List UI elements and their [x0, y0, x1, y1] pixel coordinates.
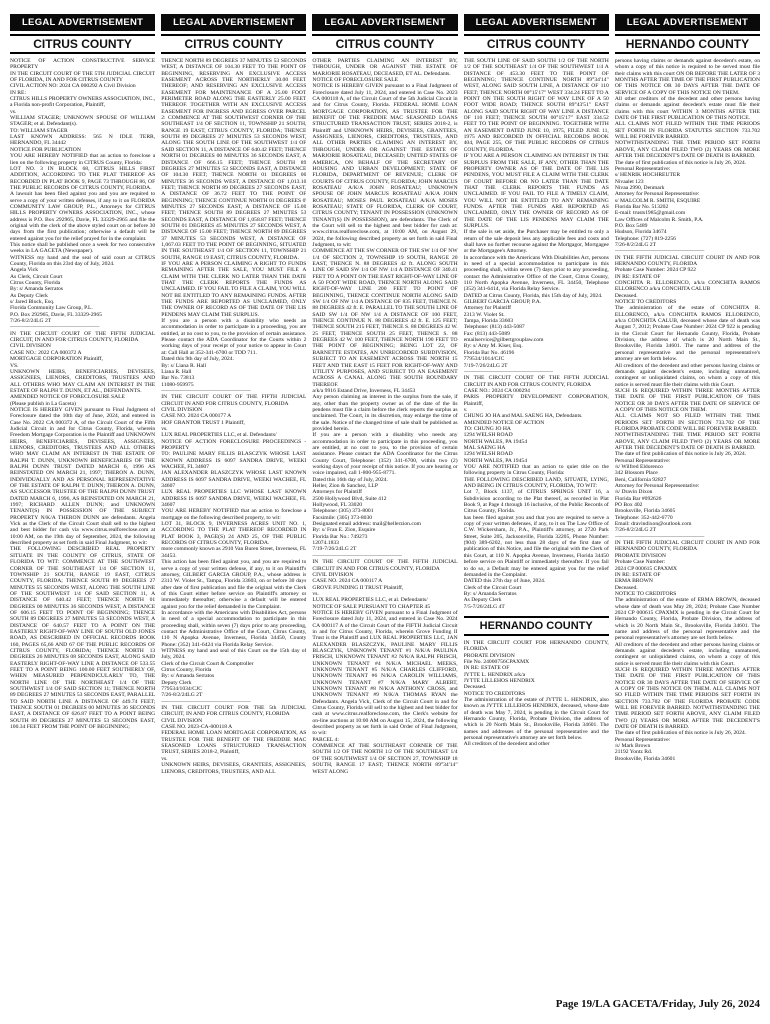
column-2 — [161, 14, 306, 992]
legal-notice-text-hernando: IN THE CIRCUIT COURT FOR HERNANDO COUNTY, FLORIDA PROBATE DIVISION File No. 24000756CPAXMX IN RE: ESTATE OF JYTTE L. HENDRIX a/k/a JYTTE LILLEHOS HENDRIX Deceased. NOTICE TO CREDITORS The administration of the estate of JYTTE L. HENDRIX, also known as JYTTE LILLEHOS HENDRIX, deceased, whose date of death was May 7, 2024, is pending in the Circuit Court for Hernando County, Florida, Probate Division, the address of which is 20 North Main St., Brooksville, Florida 34601. The names and addresses of the personal representative and the personal representative's attorney are set forth below. All creditors of the decedent and other — [463, 639, 609, 748]
county-title: CITRUS COUNTY — [161, 34, 306, 54]
county-title: CITRUS COUNTY — [312, 34, 457, 54]
column-5 — [615, 14, 760, 992]
column-4-content — [464, 58, 609, 992]
legal-notice-text: NOTICE OF ACTION CONSTRUCTIVE SERVICE PROPERTY IN THE CIRCUIT COURT OF THE 5TH JUDICIAL CIRCUIT OF FLORIDA, IN AND FOR CITRUS COUNTY CIVIL ACTION NO: 2024 CA 000292 A Civil Division IN RE: CITRUS HILLS PROPERTY OWNERS ASSOCIATION, INC., a Florida non-profit Corporation, Plaintiff, vs. WILLIAM STAGER; UNKNOWN SPOUSE OF WILLIAM STAGER; et al. Defendant(s). TO: WILLIAM STAGER LAST KNOWN ADDRESS: 565 N IDLE TERR, HERNANDO, FL 34442 NOTICE FOR PUBLICATION YOU ARE HEREBY NOTIFIED that an action to foreclose a lien on the following property in CITRUS County, Florida: LOT NO. 3 IN BLOCK 68, CITRUS HILLS FIRST ADDITION, ACCORDING TO THE PLAT THEREOF AS RECORDED IN PLAT BOOK 9, PAGE 73 THROUGH 86, OF THE PUBLIC RECORDS OF CITRUS COUNTY, FLORIDA. A lawsuit has been filed against you and you are required to serve a copy of your written defenses, if any to it on FLORIDA COMMUNITY LAW GROUP, P.L., Attorneys for CITRUS HILLS PROPERTY OWNERS ASSOCIATION, INC., whose address is P.O. Box 292965, Davie, FL 33329-2965 and file the original with the clerk of the above styled court on or before 30 days from the first publication; otherwise a default will be entered against you for the relief prayed for in the complaint. This notice shall be published once a week for two consecutive weeks in LA GACETA (Newspaper). WITNESS my hand and the seal of said court at CITRUS County, Florida on this 23rd day of July, 2024. Angela Vick As Clerk, Circuit Court Citrus County, Florida By: s/ Amanda Serratos As Deputy Clerk s/ Jared Block, Esq. Florida Community Law Group, P.L. P.O. Box 292965, Davie, FL 33329-2965 7/26-8/2/24LG 2T ———————————————— IN THE CIRCUIT COURT OF THE FIFTH JUDICIAL CIRCUIT, IN AND FOR CITRUS COUNTY, FLORIDA CIVIL DIVISION CASE NO.: 2022 CA 000372 A MORTGAGE CORPORATION Plaintiff, VS. UNKNOWN HEIRS, BENEFICIARIES, DEVISEES, ASSIGNEES, LIENORS, CREDITORS, TRUSTEES AND ALL OTHERS WHO MAY CLAIM AN INTEREST IN THE ESTATE OF RALPH T. DUNN, ET AL., DEFENDANTS. AMENDED NOTICE OF FORECLOSURE SALE (Please publish in La Gaceta) NOTICE IS HEREBY GIVEN pursuant to Final Judgment of Foreclosure dated the 10th day of June, 2024, and entered in Case No. 2022 CA 000372 A, of the Circuit Court of the Fifth Judicial Circuit in and for Citrus County, Florida, wherein Freedom Mortgage Corporation is the Plaintiff and UNKNOWN HEIRS, BENEFICIARIES, DEVISEES, ASSIGNEES, LIENORS, CREDITORS, TRUSTEES AND ALL OTHERS WHO MAY CLAIM AN INTEREST IN THE ESTATE OF RALPH T. DUNN, UNKNOWN BENEFICIARIES OF THE RALPH DUNN TRUST DATED MARCH 6, 1996 AS REINSTATED ON MARCH 21, 1997; THERON A. DUNN, INDIVIDUALLY AND AS PERSONAL REPRESENTATIVE OF THE ESTATE OF RALPH T. DUNN; THERON A. DUNN, AS SUCCESSOR TRUSTEE OF THE RALPH DUNN TRUST DATED MARCH 6, 1996, AS REINSTATED ON MARCH 21, 1997; RICHARD ALLEN DUNN; and UNKNOWN TENANT(S) IN POSSESSION OF THE SUBJECT PROPERTY N/K/A THERON DUNN are defendants. Angela Vick as the Clerk of the Circuit Court shall sell to the highest and best bidder for cash via www.citrus.realforeclose.com at 10:00 AM, on the 19th day of September, 2024, the following described property as set forth in said Final Judgment, to wit: THE FOLLOWING DESCRIBED REAL PROPERTY SITUATE IN THE COUNTY OF CITRUS, STATE OF FLORIDA TO WIT: COMMENCE AT THE SOUTHWEST CORNER OF THE SOUTHEAST 1/4 OF SECTION 11, TOWNSHIP 21 SOUTH, RANGE 19 EAST, CITRUS COUNTY, FLORIDA; THENCE SOUTH 89 DEGREES 27 MINUTES 55 SECONDS WEST, ALONG THE SOUTH LINE OF THE SOUTHWEST 1/4 OF SAID SECTION 11, A DISTANCE OF 640.42 FEET; THENCE NORTH 01 DEGREES 00 MINUTES 36 SECONDS WEST, A DISTANCE OF 606.15 FEET TO POINT OF BEGINNING; THENCE SOUTH 89 DEGREES 27 MINUTES 53 SECONDS WEST, A DISTANCE OF 640.57 FEET TO A POINT ON THE EASTERLY RIGHT-OF-WAY LINE OF SOUTH OLD JONES ROAD, AS DESCRIBED IN OFFICIAL RECORDS BOOK 160, PAGES 65,66 AND 67 OF THE PUBLIC RECORDS OF CITRUS COUNTY, FLORIDA; THENCE NORTH 13 DEGREES 26 MINUTES 08 SECONDS EAST, ALONG SAID EASTERLY RIGHT-OF-WAY LINE A DISTANCE OF 533.55 FEET TO A POINT BEING 100.00 FEET SOUTHERLY OF, WHEN MEASURED PERPENDICULARLY TO, THE NORTH LINE OF THE NORTHEAST 1/4 OF THE SOUTHWEST 1/4 OF SAID SECTION 11; THENCE NORTH 89 DEGREES 27 MINUTES 53 SECONDS EAST, PARALLEL TO SAID NORTH LINE A DISTANCE OF 449.74 FEET; THENCE SOUTH 01 DEGREES 00 MINUTES 36 SECONDS EAST, A DISTANCE OF 626.87 FEET TO A POINT BEING SOUTH 89 DEGREES 27 MINUTES 53 SECONDS EAST, 100.34 FEET FROM THE POINT OF BEGINNING; — [10, 58, 156, 731]
column-header: LEGAL ADVERTISEMENT — [312, 14, 457, 31]
county-title: CITRUS COUNTY — [464, 34, 609, 54]
column-header: LEGAL ADVERTISEMENT — [464, 14, 609, 31]
page-footer: Page 19/LA GACETA/Friday, July 26, 2024 — [555, 998, 760, 1010]
legal-notice-text: OTHER PARTIES CLAIMING AN INTEREST BY, THROUGH, UNDER OR AGAINST THE ESTATE OF MARJORIE ROSATEAU, DECEASED, ET AL. Defendants. NOTICE OF FORECLOSURE SALE NOTICE IS HEREBY GIVEN pursuant to a Final Judgment of Foreclosure dated July 11, 2024, and entered in Case No. 2023 CA 000118 A, of the Circuit Court of the 5th Judicial Circuit in and for Citrus County, Florida. FEDERAL HOME LOAN MORTGAGE CORPORATION, AS TRUSTEE FOR THE BENEFIT OF THE FREDDIE MAC SEASONED LOANS STRUCTURED TRANSACTION TRUST, SERIES 2018-2, is Plaintiff and UNKNOWN HEIRS, DEVISEES, GRANTEES, ASSIGNEES, LIENORS, CREDITORS, TRUSTEES, AND ALL OTHER PARTIES CLAIMING AN INTEREST BY, THROUGH, UNDER OR AGAINST THE ESTATE OF MARJORIE ROSATEAU, DECEASED; UNITED STATES OF AMERICA, ON BEHALF OF THE SECRETARY OF HOUSING AND URBAN DEVELOPMENT; STATE OF FLORIDA, DEPARTMENT OF REVENUE; CLERK OF COURTS OF CITRUS COUNTY, FLORIDA; JOHN MARCUS ROSATEAU A/K/A JOHN ROSATEAU; UNKNOWN SPOUSE OF JOHN MARCUS ROSATEAU A/K/A JOHN ROSATEAU; MOSES PAUL ROSATEAU A/K/A MOSES ROSATEAU; STATE OF FLORIDA, CLERK OF COURT, CITRUS COUNTY; TENANT IN POSSESSION (UNKNOWN TENANT(S) IN POSSESSION), are defendants. The Clerk of the Court will sell to the highest and best bidder for cash at: www.citrus.realforeclose.com, at 10:00 AM, on August 29, 2024, the following described property as set forth in said Final Judgment, to wit: COMMENCE AT THE SW CORNER OF THE SW 1/4 OF NW 1/4 OF SECTION 2, TOWNSHIP 19 SOUTH, RANGE 20 EAST, THENCE N. 88 DEGREES 42 ft. ALONG SOUTH LINE OF SAID SW 1/4 OF NW 1/4 A DISTANCE OF 340.41 FEET TO A POINT ON THE EAST RIGHT-OF-WAY LINE OF A 50 FOOT WIDE ROAD, THENCE NORTH ALONG SAID RIGHT-OF-WAY LINE 200 FEET TO POINT OF BEGINNING, THENCE CONTINUE NORTH ALONG SAID SW 1/4 OF NW 1/4 A DISTANCE OF 835 FEET, THENCE N. 88 DEGREES 42 ft. E. PARALLEL TO THE SOUTH LINE OF SAID SW 1/4 OF NW 1/4 A DISTANCE OF 100 FEET, THENCE CONTINUE N. 88 DEGREES 42 ft. E. 125 FEET; THENCE SOUTH 215 FEET, THENCE S. 88 DEGREES 42 W. 25 FEET, THENCE SOUTH 25 FEET, THENCE S. 88 DEGREES 42 W. 100 FEET, THENCE NORTH 190 FEET TO THE POINT OF BEGINNING; BEING LOT 22, OF BARNETTE ESTATES, AN UNRECORDED SUBDIVISION, SUBJECT TO AN EASEMENT ACROSS THE NORTH 15 FEET AND THE EAST 15 FEET FOR RIGHT-OF-WAY AND UTILITY PURPOSES, AND SUBJECT TO AN EASEMENT ACROSS A CANAL ALONG THE SOUTH BOUNDARY THEREOF. a/k/a 9916 Estand Drive, Inverness, FL 34453 Any person claiming an interest in the surplus from the sale, if any, other than the property owner as of the date of the lis pendens must file a claim before the clerk reports the surplus as unclaimed. The Court, in its discretion, may enlarge the time of the sale. Notice of the changed time of sale shall be published as provided herein. If you are a person with a disability who needs any accommodation in order to participate in this proceeding, you are entitled, at no cost to you, to the provision of certain assistance. Please contact the ADA Coordinator for the Citrus County Court, Telephone: (352) 341-6700, within two (2) working days of your receipt of this notice. If you are hearing or voice impaired, call 1-800-955-8771. Dated this 16th day of July, 2024. Heller, Zion & Sanchez, LLP Attorneys for Plaintiff 2500 Hollywood Blvd, Suite 412 Hollywood, FL 33020 Telephone: (305) 373-8001 Facsimile: (305) 373-8030 Designated email address: mail@hellerzion.com By: s/ Fran E. Zion, Esquire Florida Bar No.: 749273 12074.1833 7/19-7/26/24LG 2T ———————————————— IN THE CIRCUIT COURT OF THE FIFTH JUDICIAL CIRCUIT IN AND FOR CITRUS COUNTY, FLORIDA CIVIL DIVISION CASE NO. 2024 CA 000117 A GROVE FUNDING II TRUST Plaintiff, vs. LUX REAL PROPERTIES LLC, et al. Defendants/ NOTICE OF SALE PURSUANT TO CHAPTER 45 NOTICE IS HEREBY GIVEN pursuant to a Final Judgment of Foreclosure dated July 11, 2024, and entered in Case No. 2024 CA 000117 A of the Circuit Court of the FIFTH Judicial Circuit in and for Citrus County, Florida, wherein Grove Funding II Trust is the Plaintiff and LUX REAL PROPERTIES LLC, JAN ALEXANDER BLASZCZYK, PAULINE MARY FILLIS BLASCZYK, UNKNOWN TENANT #1 N/K/A PAULINA FRISCH, UNKNOWN TENANT #2 N/K/A RALPH FRISCH, UNKNOWN TENANT #4 N/K/A MICHAEL MEEKS, UNKNOWN TENANT #5 N/K/A CHARLES CLIFFORD, UNKNOWN TENANT #6 N/K/A CAROLIN WILLIAMS, UNKNOWN TENANT #7 N/K/A MARY ALBERT, UNKNOWN TENANT #8 N/K/A ANTHONY CROSS, and UNKNOWN TENANT #9 N/K/A THOMAS RYAN the Defendants. Angela Vick, Clerk of the Circuit Court in and for Citrus County, Florida will sell to the highest and best bidder for cash at www.citrus.realforeclose.com, the Clerk's website for on-line auctions at 10:00 AM on August 15, 2024, the following described property as set forth in said Order of Final Judgment, to wit: PARCEL 4: COMMENCE AT THE SOUTHEAST CORNER OF THE SOUTH 1/2 OF THE NORTH 1/2 OF THE SOUTHEAST 1/4 OF THE SOUTHWEST 1/4 OF SECTION 27, TOWNSHIP 18 SOUTH, RANGE 17 EAST; THENCE NORTH 89°34'14" WEST ALONG — [312, 58, 458, 775]
county-title: CITRUS COUNTY — [10, 34, 155, 54]
county-title: HERNANDO COUNTY — [615, 34, 760, 54]
legal-notice-text: persons having claims or demands against decedent's estate, on whom a copy of this notice is required to be served must file their claims with this court ON OR BEFORE THE LATER OF 3 MONTHS AFTER THE TIME OF THE FIRST PUBLICATION OF THIS NOTICE OR 30 DAYS AFTER THE DATE OF SERVICE OF A COPY OF THIS NOTICE ON THEM. All other creditors of the decedent and other persons having claims or demands against decedent's estate must file their claims with this court WITHIN 3 MONTHS AFTER THE DATE OF THE FIRST PUBLICATION OF THIS NOTICE. ALL CLAIMS NOT FILED WITHIN THE TIME PERIODS SET FORTH IN FLORIDA STATUTES SECTION 733.702 WILL BE FOREVER BARRED. NOTWITHSTANDING THE TIME PERIOD SET FORTH ABOVE, ANY CLAIM FILED TWO (2) YEARS OR MORE AFTER THE DECEDENT'S DATE OF DEATH IS BARRED. The date of first publication of this notice is July 26, 2024. Personal Representative: s/ HENRIK HOCHREUTER Nivaalet 123 Nivaa 2990, Denmark Attorney for Personal Representative: s/ MALCOLM R. SMITH, ESQUIRE Florida Bar No. 513202 E-mail: trusts1985@gmail.com Law Offices of Malcolm R. Smith, P.A. P.O. Box 5489 Hudson, Florida 34674 Telephone: (727) 819-2256 7/26-8/2/24LG 2T ———————————————— IN THE FIFTH JUDICIAL CIRCUIT COURT IN AND FOR HERNANDO COUNTY, FLORIDA Probate Case Number: 2024 CP 922 IN RE: ESTATE OF CONCHITA R. ELLORENCO, a/k/a CONCHITA RAMOS ELLORENCO a/k/a CONCHITA CALUB Deceased. NOTICE TO CREDITORS The administration of the estate of CONCHITA R. ELLORENCO, a/k/a CONCHITA RAMOS ELLORENCO, a/k/a CONCHITA CALUB, deceased whose date of death was August 7, 2012; Probate Case Number: 2024 CP 922 is pending in the Circuit Court for Hernando County, Florida, Probate Division, the address of which is 20 North Main St., Brooksville, Florida 34601. The name and address of the personal representative and the personal representative's attorney are set forth below. All creditors of the decedent and other persons having claims or demands against decedent's estate, including unmatured, contingent or unliquidated claims, on whom a copy of this notice is served must file their claims with this Court. SUCH IS REQUIRED WITHIN THREE MONTHS AFTER THE DATE OF THE FIRST PUBLICATION OF THIS NOTICE OR 30 DAYS AFTER THE DATE OF SERVICE OF A COPY OF THIS NOTICE ON THEM. ALL CLAIMS NOT SO FILED WITHIN THE TIME PERIODS SET FORTH IN SECTION 733.702 OF THE FLORIDA PROBATE CODE WILL BE FOREVER BARRED. NOTWITHSTANDING THE TIME PERIOD SET FORTH ABOVE, ANY CLAIM FILED TWO (2) YEARS OR MORE AFTER THE DECEDENT'S DATE OF DEATH IS BARRED. The date of first publication of this notice is July 26, 2024. Personal Representative: /s/ Wilfred Eldorenco 342 Blossom Place Beni, California 92827 Attorney for Personal Representative: /s/ Dravin Dixon Florida Bar #092626 PO Box 402 Brooksville, Florida 34605 Telephone: 352-442-6770 Email: dravindixon@outlook.com 7/26-8/2/24LG 2T ———————————————— IN THE FIFTH JUDICIAL CIRCUIT COURT IN AND FOR HERNANDO COUNTY, FLORIDA PROBATE DIVISION Probate Case Number: 2024 CP 000615 CPAXMX IN RE: ESTATE OF ERMA BROWN Deceased. NOTICE TO CREDITORS The administration of the estate of ERMA BROWN, deceased whose date of death was May 28, 2024; Probate Case Number 2024 CP 000615 CPAXMX is pending in the Circuit Court for Hernando County, Florida, Probate Division, the address of which is 20 North Main St., Brooksville, Florida 34601. The name and address of the personal representative and the personal representative's attorney are set forth below. All creditors of the decedent and other persons having claims or demands against decedent's estate, including unmatured, contingent or unliquidated claims, on whom a copy of this notice is served must file their claims with this Court. SUCH IS REQUIRED WITHIN THREE MONTHS AFTER THE DATE OF THE FIRST PUBLICATION OF THIS NOTICE OR 30 DAYS AFTER THE DATE OF SERVICE OF A COPY OF THIS NOTICE ON THEM. ALL CLAIMS NOT SO FILED WITHIN THE TIME PERIODS SET FORTH IN SECTION 733.702 OF THE FLORIDA PROBATE CODE WILL BE FOREVER BARRED. NOTWITHSTANDING THE TIME PERIOD SET FORTH ABOVE, ANY CLAIM FILED TWO (2) YEARS OR MORE AFTER THE DECEDENT'S DATE OF DEATH IS BARRED. The date of first publication of this notice is July 26, 2024. Personal Representative: /s/ Mark Brown 21192 Yontz Rd. Brooksville, Florida 34601 — [614, 58, 761, 762]
newspaper-page — [10, 14, 760, 1010]
legal-notice-text: THE SOUTH LINE OF SAID SOUTH 1/2 OF THE NORTH 1/2 OF THE SOUTHEAST 1/4 OF THE SOUTHWEST 1/4 A DISTANCE OF 453.30 FEET TO THE POINT OF BEGINNING; THENCE CONTINUE NORTH 89°34'14" WEST, ALONG SAID SOUTH LINE, A DISTANCE OF 110 FEET; THENCE NORTH 00°15'17" WEST 334.24 FEET TO A POINT ON THE SOUTH RIGHT OF WAY LINE OF A 50 FOOT WIDE ROAD; THENCE SOUTH 89°43'51" EAST ALONG SAID SOUTH RIGHT OF WAY LINE A DISTANCE OF 110 FEET; THENCE SOUTH 00°15'17" EAST 334.52 FEET TO THE POINT OF BEGINNING. TOGETHER WITH AN EASEMENT DATED JUNE 10, 1975, FILED JUNE 11, 1975 AND RECORDED IN OFFICIAL RECORDS BOOK 404, PAGE 255, OF THE PUBLIC RECORDS OF CITRUS COUNTY, FLORIDA. IF YOU ARE A PERSON CLAIMING AN INTEREST IN THE SURPLUS FROM THE SALE, IF ANY, OTHER THAN THE PROPERTY OWNER AS OF THE DATE OF THE LIS PENDENS, YOU MUST FILE A CLAIM WITH THE CLERK OF COURT BEFORE OR NO LATER THAN THE DATE THAT THE CLERK REPORTS THE FUNDS AS UNCLAIMED. IF YOU FAIL TO FILE A TIMELY CLAIM, YOU WILL NOT BE ENTITLED TO ANY REMAINING FUNDS. AFTER THE FUNDS ARE REPORTED AS UNCLAIMED, ONLY THE OWNER OF RECORD AS OF THE DATE OF THE LIS PENDENS MAY CLAIM THE SURPLUS. If the sale is set aside, the Purchaser may be entitled to only a return of the sale deposit less any applicable fees and costs and shall have no further recourse against the Mortgagor, Mortgagee or the Mortgagee's Attorney. In accordance with the Americans With Disabilities Act, persons in need of a special accommodation to participate in this proceeding shall, within seven (7) days prior to any proceeding, contact the Administrative Office of the Court, Citrus County, 110 North Apopka Avenue, Inverness, FL 34450, Telephone (352) 341-6414, via Florida Relay Service. DATED at Citrus County, Florida, this 15th day of July, 2024. GILBERT GARCIA GROUP, P.A. Attorney for Plaintiff 2313 W. Violet St. Tampa, Florida 33603 Telephone: (813) 443-5087 Fax: (813) 443-5089 emailservice@gilbertgrouplaw.com By: s/ Amy M. Kiser, Esq. Florida Bar No. 46196 779534/1014/CJC 7/19-7/26/24LG 2T ———————————————— IN THE CIRCUIT COURT OF THE FIFTH JUDICIAL CIRCUIT IN AND FOR CITRUS COUNTY, FLORIDA CASE NO.: 2024 CA 000294 PARIS PROPERTY DEVELOPMENT CORPORATION, Plaintiff, v. CHUNG JO HA and MAL SAENG HA, Defendants. AMENDED NOTICE OF ACTION TO: CHUNG JO HA 1294 WELSH ROAD NORTH WALES, PA 19454 MAL SAENG HA 1294 WELSH ROAD NORTH WALES, PA 19454 YOU ARE NOTIFIED that an action to quiet title on the following property in Citrus County, Florida: THE FOLLOWING DESCRIBED LAND, SITUATE, LYING, AND BEING IN CITRUS COUNTY, FLORIDA, TO WIT: Lot 7, Block 1137, of CITRUS SPRINGS UNIT 16, a Subdivision according to the Plat thereof, as recorded in Plat Book 9, at Page 4 through 16 inclusive, of the Public Records of Citrus County, Florida. has been filed against you and that you are required to serve a copy of your written defenses, if any, to it on The Law Office of C.W. Wickersham, Jr., P.A., Plaintiff's attorney, at 2720 Park Street, Suite 205, Jacksonville, Florida 32205, Phone Number: (904) 389-6202, not less than 28 days of the first date of publication of this Notice, and file the original with the Clerk of this Court, at 110 N. Apopka Avenue, Inverness, Florida 34450 before service on Plaintiff or immediately thereafter. If you fail to do so, a Default may be entered against you for the relief demanded in the Complaint. DATED this 27th day of June, 2024. Clerk of the Circuit Court By: s/ Amanda Serratos As Deputy Clerk 7/5-7/26/24LG 4T — [463, 58, 609, 610]
hernando-county-banner: HERNANDO COUNTY — [464, 616, 609, 636]
column-4 — [464, 14, 609, 992]
column-header: LEGAL ADVERTISEMENT — [615, 14, 760, 31]
column-header: LEGAL ADVERTISEMENT — [161, 14, 306, 31]
column-3 — [312, 14, 457, 992]
column-1 — [10, 14, 155, 992]
legal-notice-text: THENCE NORTH 89 DEGREES 37 MINUTES 53 SECONDS WEST, A DISTANCE OF 104.30 FEET TO THE POINT OF BEGINNING, RESERVING AN EXCLUSIVE ACCESS EASEMENT ACROSS THE NORTHERLY 30.00 FEET THEREOF; AND RESERVING AN EXCLUSIVE ACCESS EASEMENT FOR MAINTENANCE OF A 25.00 FOOT PERIMETER ROAD ALONG THE EASTERLY 25.00 FEET THEREOF. TOGETHER WITH AN EXCLUSIVE ACCESS EASEMENT FOR INGRESS AND EGRESS OVER PARCEL 2: COMMENCE AT THE SOUTHWEST CORNER OF THE SOUTHEAST 1/4 OF SECTION 11, TOWNSHIP 21 SOUTH, RANGE 19 EAST, CITRUS COUNTY, FLORIDA; THENCE SOUTH 89 DEGREES 27 MINUTES 53 SECONDS WEST, ALONG THE SOUTH LINE OF THE SOUTHWEST 1/4 OF SAID SECTION 11, A DISTANCE OF 640.42 FEET; THENCE NORTH 01 DEGREES 00 MINUTES 36 SECONDS EAST, A DISTANCE OF 666.15 FEET; THENCE SOUTH 89 DEGREES 27 MINUTES 53 SECONDS EAST, A DISTANCE OF 104.30 FEET; THENCE NORTH 01 DEGREES 00 MINUTES 36 SECONDS WEST, A DISTANCE OF 1,013.10 FEET; THENCE NORTH 89 DEGREES 27 SECONDS EAST, A DISTANCE OF 36.72 FEET TO THE POINT OF BEGINNING; THENCE CONTINUE NORTH 01 DEGREES 0' MINUTES 27 SECONDS EAST, A DISTANCE OF 15.00 FEET; THENCE SOUTH 89 DEGREES 27 MINUTES 53 SECONDS EAST, A DISTANCE OF 1,058.87 FEET; THENCE SOUTH 01 DEGREES 45 MINUTES 27 SECONDS WEST, A DISTANCE OF 15.00 FEET; THENCE NORTH 89 DEGREES 37 MINUTES 53 SECONDS WEST, A DISTANCE OF 1,067.03 FEET TO THE POINT OF BEGINNING, SITUATED IN THE SOUTHEAST 1/4 OF SECTION 11, TOWNSHIP 21 SOUTH, RANGE 19 EAST, CITRUS COUNTY, FLORIDA. IF YOU ARE A PERSON CLAIMING A RIGHT TO FUNDS REMAINING AFTER THE SALE, YOU MUST FILE A CLAIM WITH THE CLERK NO LATER THAN THE DATE THAT THE CLERK REPORTS THE FUNDS AS UNCLAIMED. IF YOU FAIL TO FILE A CLAIM, YOU WILL NOT BE ENTITLED TO ANY REMAINING FUNDS. AFTER THE FUNDS ARE REPORTED AS UNCLAIMED, ONLY THE OWNER OF RECORD AS OF THE DATE OF THE LIS PENDENS MAY CLAIM THE SURPLUS. If you are a person with a disability who needs an accommodation in order to participate in a proceeding, you are entitled, at no cost to you, to the provision of certain assistance. Please contact the ADA Coordinator for the Courts within 2 working days of your receipt of your notice to appear in Court at: Call Hall at 352-341-6700 or TDD 711. Dated this 9th day of July, 2024. By: s/ Liana R. Hall Liana R. Hall Bar No. 73813 11080-959975 ———————————————— IN THE CIRCUIT COURT OF THE FIFTH JUDICIAL CIRCUIT IN AND FOR CITRUS COUNTY, FLORIDA CIVIL DIVISION CASE NO. 2024 CA 000177 A HOF GRANTOR TRUST 1 Plaintiff, vs. LUX REAL PROPERTIES LLC, et al. Defendants/ NOTICE OF ACTION FORECLOSURE PROCEEDINGS - PROPERTY TO: PAULINE MARY FILLIS BLASCZYK WHOSE LAST KNOWN ADDRESS IS 6097 SANDRA DRIVE, WEEKI WACHEE, FL 34607 JAN ALEXANDER BLASZCZYK WHOSE LAST KNOWN ADDRESS IS 6097 SANDRA DRIVE, WEEKI WACHEE, FL 34607 LUX REAL PROPERTIES LLC WHOSE LAST KNOWN ADDRESS IS 6097 SANDRA DRIVE, WEEKI WACHEE, FL 34607 YOU ARE HEREBY NOTIFIED that an action to foreclose a mortgage on the following described property, to wit: LOT 31, BLOCK 9, INVERNESS ACRES UNIT NO. 1, ACCORDING TO THE PLAT THEREOF RECORDED IN PLAT BOOK 3, PAGE(S) 24 AND 25, OF THE PUBLIC RECORDS OF CITRUS COUNTY, FLORIDA. more commonly known as 2910 Van Buren Street, Inverness, FL 34453. This action has been filed against you, and you are required to serve a copy of your written defense, if any, to it on Plaintiff's attorney, GILBERT GARCIA GROUP, P.A., whose address is 2313 W. Violet St., Tampa, Florida 33603, on or before 30 days after date of first publication and file the original with the Clerk of this Court either before service on Plaintiff's attorney or immediately thereafter; otherwise a default will be entered against you for the relief demanded in the Complaint. In accordance with the Americans with Disabilities Act, persons in need of a special accommodation to participate in this proceeding shall, within seven (7) days prior to any proceeding, contact the Administrative Office of the Court, Citrus County, 110 N Apopka Avenue, Inverness, Florida 34450, County Phone: (352) 341-6424 via Florida Relay Service. WITNESS my hand and seal of this Court on the 15th day of July, 2024. Clerk of the Circuit Court & Comptroller Citrus County, Florida By: s/ Amanda Serratos Deputy Clerk 779534/1034/CJC 7/26-8/2/24LG 2T ———————————————— IN THE CIRCUIT COURT FOR THE 5th JUDICIAL CIRCUIT, IN AND FOR CITRUS COUNTY, FLORIDA CIVIL DIVISION CASE NO. 2023-CA-000118 A FEDERAL HOME LOAN MORTGAGE CORPORATION, AS TRUSTEE FOR THE BENEFIT OF THE FREDDIE MAC SEASONED LOANS STRUCTURED TRANSACTION TRUST, SERIES 2018-2, Plaintiff, vs. UNKNOWN HEIRS, DEVISEES, GRANTEES, ASSIGNEES, LIENORS, CREDITORS, TRUSTEES, AND ALL — [161, 58, 307, 775]
columns-container — [10, 14, 760, 992]
column-header: LEGAL ADVERTISEMENT — [10, 14, 155, 31]
